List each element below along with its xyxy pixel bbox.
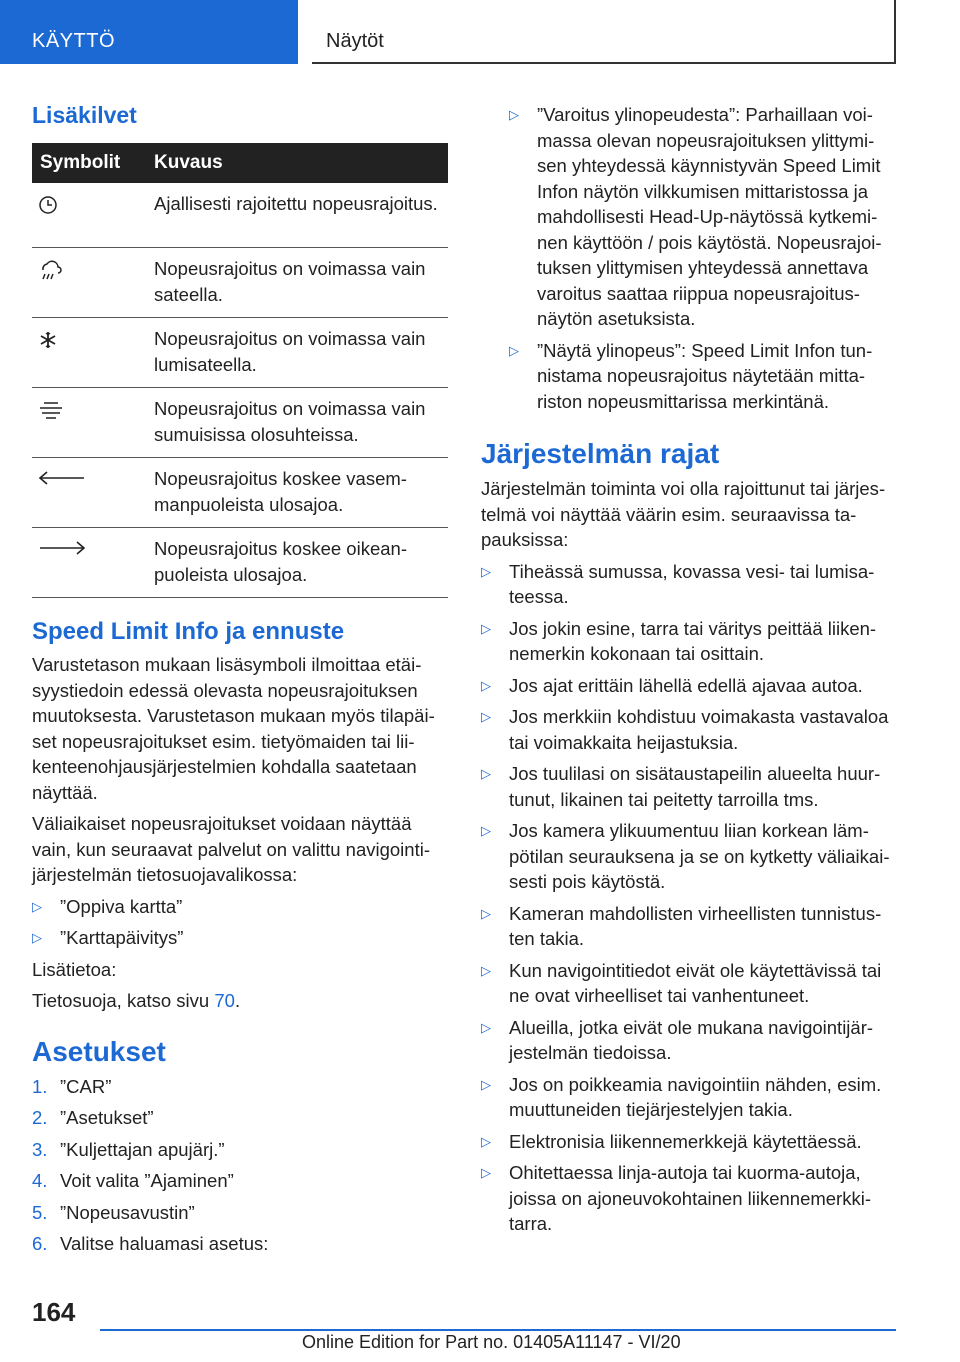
triangle-bullet-icon: ▷ <box>509 342 519 358</box>
triangle-bullet-icon: ▷ <box>481 1019 491 1035</box>
speed-limit-info-heading: Speed Limit Info ja ennuste <box>32 618 345 645</box>
list-item: 3. ”Kuljettajan apujärj.” <box>32 1138 225 1160</box>
row-description: Nopeusrajoitus on voimassa vain lumisateella. <box>154 318 448 388</box>
fog-icon <box>38 400 154 420</box>
row-description: Nopeusrajoitus on voimassa vain sateella. <box>154 248 448 318</box>
list-item: ▷ ”Oppiva kartta” <box>32 895 183 917</box>
list-item: ▷ Ohitettaessa linja-autoja tai kuorma-autoja, joissa on ajoneuvokohtainen liikennemerkkitarra. <box>481 1162 871 1234</box>
table-header-description: Kuvaus <box>154 143 448 183</box>
speed-paragraph-1: Varustetason mukaan lisäsymboli ilmoittaa etäisyystiedoin edessä olevasta nopeusrajoituksen muutoksesta. Varustetason mukaan myös tilapäiset nopeusrajoitukset esim. tietyömaiden tai liikenteenohjausjärjestelmien kohdalla saatetaan näyttää. <box>32 654 435 803</box>
list-item: ▷ Jos jokin esine, tarra tai väritys peittää liikennemerkin kokonaan tai osittain. <box>481 617 877 664</box>
list-item: ▷ Kun navigointitiedot eivät ole käytettävissä tai ne ovat virheelliset tai vanhentuneet. <box>481 959 882 1006</box>
list-item: 2. ”Asetukset” <box>32 1107 154 1128</box>
edition-text: Online Edition for Part no. 01405A11147 - VI/20 <box>302 1332 681 1352</box>
list-item: ▷ Tiheässä sumussa, kovassa vesi- tai lumisateessa. <box>481 560 875 607</box>
list-item: ▷ Alueilla, jotka eivät ole mukana navigointijärjestelmän tiedoissa. <box>481 1016 874 1063</box>
triangle-bullet-icon: ▷ <box>481 962 491 978</box>
list-item: ▷ Jos tuulilasi on sisätaustapeilin alueelta huurtunut, likainen tai peitetty tarroilla tms. <box>481 763 881 810</box>
rain-icon <box>38 260 154 282</box>
table-row <box>32 458 448 528</box>
table-row <box>32 248 448 318</box>
triangle-bullet-icon: ▷ <box>32 930 42 945</box>
list-item: ▷ Elektronisia liikennemerkkejä käytettäessä. <box>481 1130 862 1152</box>
services-list <box>32 894 448 951</box>
table-row <box>32 528 448 598</box>
right-column <box>481 100 896 1243</box>
list-item: ▷ Jos ajat erittäin lähellä edellä ajavaa autoa. <box>481 674 863 696</box>
clock-icon <box>38 195 154 215</box>
list-item: 1. ”CAR” <box>32 1075 112 1097</box>
row-description: Nopeusrajoitus koskee oikeanpuoleista ulosajoa. <box>154 528 448 598</box>
limits-intro: Järjestelmän toiminta voi olla rajoittunut tai järjestelmä voi näyttää väärin esim. seuraavissa tapauksissa: <box>481 478 886 550</box>
list-item: 6. Valitse haluamasi asetus: <box>32 1233 269 1254</box>
triangle-bullet-icon: ▷ <box>481 1133 491 1149</box>
limits-list <box>481 559 896 1237</box>
list-item: ▷ Jos on poikkeamia navigointiin nähden, esim. muuttuneiden tiejärjestelyjen takia. <box>481 1073 882 1120</box>
settings-heading: Asetukset <box>32 1035 166 1067</box>
list-item: 4. Voit valita ”Ajaminen” <box>32 1170 234 1191</box>
privacy-reference: Tietosuoja, katso sivu 70. <box>32 990 241 1011</box>
triangle-bullet-icon: ▷ <box>481 1165 491 1180</box>
triangle-bullet-icon: ▷ <box>32 898 42 914</box>
arrow-left-icon <box>38 470 154 486</box>
triangle-bullet-icon: ▷ <box>509 107 519 122</box>
table-row <box>32 388 448 458</box>
table-header-symbols: Symbolit <box>32 143 154 183</box>
settings-options <box>481 102 896 414</box>
triangle-bullet-icon: ▷ <box>481 563 491 579</box>
snowflake-icon <box>38 330 154 350</box>
row-description: Nopeusrajoitus on voimassa vain sumuisissa olosuhteissa. <box>154 388 448 458</box>
page-number: 164 <box>32 1297 76 1327</box>
section-title: Näytöt <box>312 0 896 64</box>
triangle-bullet-icon: ▷ <box>481 905 491 921</box>
chapter-tab: KÄYTTÖ <box>0 0 298 64</box>
arrow-right-icon <box>38 540 154 556</box>
list-item: 5. ”Nopeusavustin” <box>32 1201 195 1223</box>
list-item: ▷ Jos merkkiin kohdistuu voimakasta vastavaloa tai voimakkaita heijastuksia. <box>481 706 889 753</box>
list-item: ▷ Kameran mahdollisten virheellisten tunnistusten takia. <box>481 902 882 949</box>
triangle-bullet-icon: ▷ <box>481 1076 491 1092</box>
triangle-bullet-icon: ▷ <box>481 766 491 781</box>
lisakilvet-heading: Lisäkilvet <box>32 102 137 128</box>
triangle-bullet-icon: ▷ <box>481 677 491 693</box>
triangle-bullet-icon: ▷ <box>481 620 491 636</box>
settings-steps <box>32 1074 448 1257</box>
row-description: Ajallisesti rajoitettu nopeusrajoitus. <box>154 183 448 248</box>
left-column <box>32 100 448 1263</box>
list-item: ▷ ”Näytä ylinopeus”: Speed Limit Infon tunnistama nopeusrajoitus näytetään mittariston nopeusmittarissa merkintänä. <box>509 339 873 412</box>
triangle-bullet-icon: ▷ <box>481 823 491 838</box>
more-info-label: Lisätietoa: <box>32 958 117 980</box>
list-item: ▷ ”Varoitus ylinopeudesta”: Parhaillaan voimassa olevan nopeusrajoituksen ylittymisen yhteydessä käynnistyvän Speed Limit Infon näytön vilkkumisen mittaristossa ja mahdollisesti Head-Up-näytössä kytkeminen käyttöön / pois käytöstä. Nopeusrajoituksen ylittymisen yhteydessä annettava varoitus saattaa riippua nopeusrajoitusnäytön asetuksista. <box>509 104 882 329</box>
system-limits-heading: Järjestelmän rajat <box>481 438 720 469</box>
table-row <box>32 183 448 248</box>
footer-divider <box>100 1329 896 1331</box>
symbols-table <box>32 143 448 598</box>
list-item: ▷ ”Karttapäivitys” <box>32 927 184 948</box>
row-description: Nopeusrajoitus koskee vasemmanpuoleista ulosajoa. <box>154 458 448 528</box>
speed-paragraph-2: Väliaikaiset nopeusrajoitukset voidaan näyttää vain, kun seuraavat palvelut on valittu navigointijärjestelmän tietosuojavalikossa: <box>32 813 430 885</box>
page-link[interactable]: 70 <box>214 990 235 1011</box>
triangle-bullet-icon: ▷ <box>481 709 491 724</box>
list-item: ▷ Jos kamera ylikuumentuu liian korkean lämpötilan seurauksena ja se on kytketty väliaikaisesti pois käytöstä. <box>481 820 890 892</box>
table-row <box>32 318 448 388</box>
